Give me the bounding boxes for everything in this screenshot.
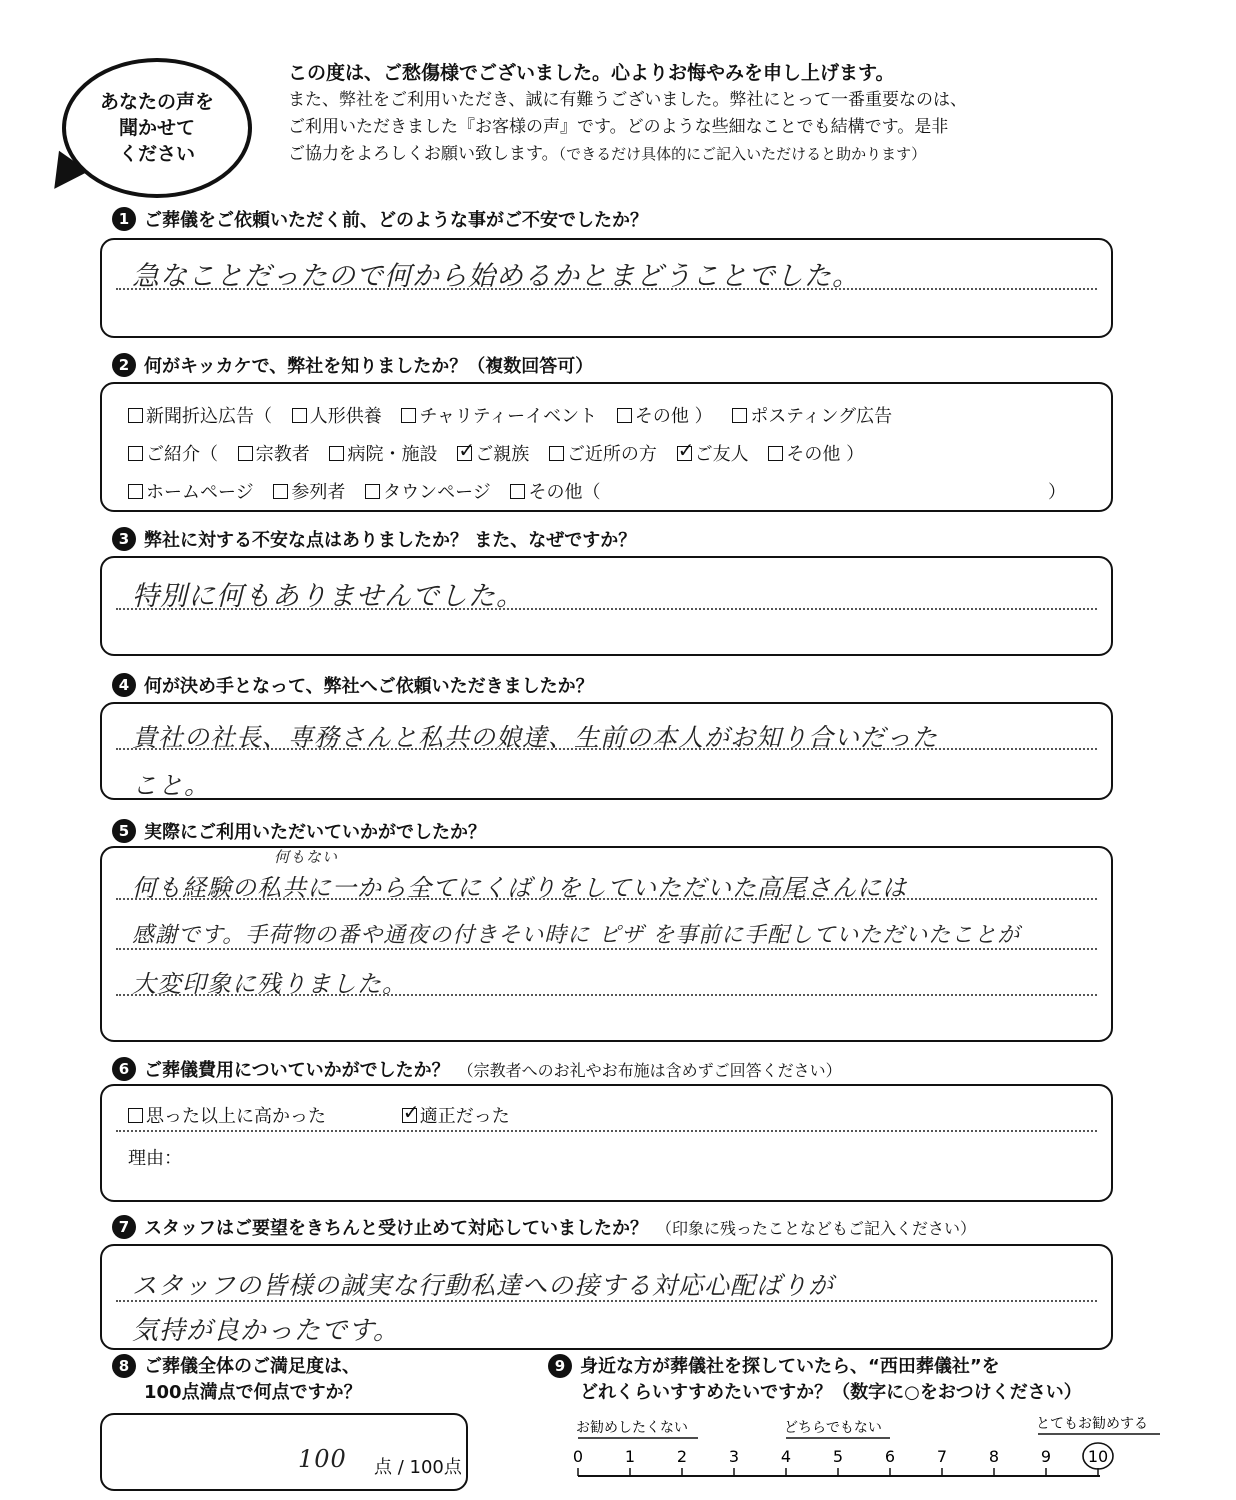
handwritten-answer: 何も経験の私共に一から全てにくばりをしていただいた高尾さんには [132,874,907,902]
scale-svg [560,1402,1148,1482]
scale-tick-label[interactable]: 9 [1040,1447,1052,1466]
question-text: 何がキッカケで、弊社を知りましたか？（複数回答可） [144,356,594,377]
handwritten-answer: 特別に何もありませんでした。 [132,581,524,612]
question-7 [112,1214,976,1240]
question-number: 1 [112,207,136,231]
handwritten-answer: スタッフの皆様の誠実な行動私達への接する対応心配ばりが [132,1271,835,1300]
scale-tick-label[interactable]: 7 [936,1447,948,1466]
intro-lead: この度は、ご愁傷様でございました。心よりお悔やみを申し上げます。 [288,62,895,84]
answer-box-6 [100,1084,1113,1202]
option-other[interactable]: その他（ [510,478,600,504]
option-doll-memorial[interactable]: 人形供養 [292,402,382,428]
speech-bubble [62,58,252,198]
score-box[interactable] [100,1413,468,1491]
question-text: ご葬儀全体のご満足度は、 [144,1356,360,1377]
question-8 [112,1354,362,1406]
scale-label-low: お勧めしたくない [576,1420,688,1436]
question-number: 4 [112,673,136,697]
option-row [128,478,1078,504]
option-row [128,440,878,466]
question-text: ご葬儀をご依頼いただく前、どのような事がご不安でしたか？ [144,210,648,231]
question-text: 100点満点で何点ですか？ [144,1382,362,1403]
checkbox[interactable] [128,484,143,499]
option-other[interactable]: その他 ） [617,402,713,428]
intro-text [288,60,1188,168]
question-number: 5 [112,819,136,843]
scale-tick-label[interactable]: 5 [832,1447,844,1466]
checkbox[interactable] [549,446,564,461]
bubble-line: あなたの声を [99,91,214,113]
question-2 [112,352,593,378]
option-newspaper[interactable]: 新聞折込広告（ [128,402,272,428]
answer-box-1[interactable] [100,238,1113,338]
question-9 [548,1354,1082,1406]
answer-box-2 [100,382,1113,512]
checkbox[interactable] [292,408,307,423]
option-townpage[interactable]: タウンページ [365,478,491,504]
bubble-line: 聞かせて [118,117,195,139]
option-hospital[interactable]: 病院・施設 [329,440,437,466]
answer-box-4[interactable] [100,702,1113,800]
question-text: ご葬儀費用についていかがでしたか？ [144,1060,450,1081]
option-neighbors[interactable]: ご近所の方 [549,440,657,466]
handwritten-answer: 気持が良かったです。 [132,1316,400,1346]
question-3 [112,526,636,552]
scale-tick-label[interactable]: 10 [1087,1447,1109,1466]
option-relatives[interactable]: ✓ ご親族 [457,440,529,466]
option-other[interactable]: その他 ） [768,440,864,466]
question-note: （印象に残ったことなどもご記入ください） [656,1218,977,1238]
question-text: 実際にご利用いただいていかがでしたか？ [144,822,486,843]
checkbox[interactable] [732,408,747,423]
intro-line: ご協力をよろしくお願い致します。（できるだけ具体的にご記入いただけると助かります） [288,144,927,164]
option-religious[interactable]: 宗教者 [238,440,310,466]
question-text: どれくらいすすめたいですか？（数字に○をおつけください） [580,1382,1082,1403]
question-text: 何が決め手となって、弊社へご依頼いただきましたか？ [144,676,594,697]
question-number: 3 [112,527,136,551]
handwritten-answer: 大変印象に残りました。 [132,970,407,998]
handwritten-answer: 急なことだったので何から始めるかとまどうことでした。 [132,261,860,292]
question-6 [112,1056,842,1082]
close-paren: ） [1048,482,1066,503]
checkbox[interactable] [617,408,632,423]
checkbox[interactable] [768,446,783,461]
scale-tick-label[interactable]: 8 [988,1447,1000,1466]
bubble-line: ください [118,143,195,165]
scale-tick-label[interactable]: 3 [728,1447,740,1466]
checkbox[interactable] [365,484,380,499]
question-1 [112,206,648,232]
checkbox[interactable] [401,408,416,423]
handwritten-answer: こと。 [132,771,211,800]
intro-line: ご利用いただきました『お客様の声』です。どのような些細なことでも結構です。是非 [288,117,949,137]
handwritten-answer: 貴社の社長、専務さんと私共の娘達、生前の本人がお知り合いだった [132,723,939,752]
option-row [128,402,906,428]
scale-label-high: とてもお勧めする [1036,1416,1148,1432]
scale-tick-label[interactable]: 6 [884,1447,896,1466]
handwritten-score: 100 [298,1445,347,1473]
scale-tick-label[interactable]: 4 [780,1447,792,1466]
question-number: 9 [548,1354,572,1378]
intro-note: （できるだけ具体的にご記入いただけると助かります） [558,145,927,163]
reason-label: 理由： [128,1148,182,1169]
scale-tick-label[interactable]: 1 [624,1447,636,1466]
answer-box-5[interactable] [100,846,1113,1042]
checkbox[interactable] [273,484,288,499]
checkbox[interactable] [128,1108,143,1123]
checkbox[interactable] [238,446,253,461]
checkbox-checked[interactable] [457,446,472,461]
question-4 [112,672,594,698]
question-number: 6 [112,1057,136,1081]
checkbox[interactable] [128,408,143,423]
answer-box-3[interactable] [100,556,1113,656]
option-friends[interactable]: ✓ ご友人 [677,440,749,466]
question-text: 弊社に対する不安な点はありましたか？ また、なぜですか？ [144,530,637,551]
option-appropriate[interactable]: ✓ 適正だった [402,1102,510,1128]
question-note: （宗教者へのお礼やお布施は含めずご回答ください） [457,1060,842,1080]
question-number: 7 [112,1215,136,1239]
answer-box-7[interactable] [100,1244,1113,1350]
handwritten-annotation: 何もない [274,848,339,866]
option-attendee[interactable]: 参列者 [273,478,345,504]
scale-tick-label[interactable]: 2 [676,1447,688,1466]
option-too-expensive[interactable]: 思った以上に高かった [128,1102,326,1128]
intro-line: また、弊社をご利用いただき、誠に有難うございました。弊社にとって一番重要なのは、 [288,90,967,110]
handwritten-answer: 感謝です。手荷物の番や通夜の付きそい時に ピザ を事前に手配していただいたことが [132,923,1021,948]
option-referral[interactable]: ご紹介（ [128,440,218,466]
recommendation-scale [560,1402,1148,1482]
score-unit: 点 / 100点 [374,1457,462,1478]
question-text: スタッフはご要望をきちんと受け止めて対応していましたか？ [144,1218,648,1239]
option-posting-ad[interactable]: ポスティング広告 [732,402,892,428]
option-row [128,1102,524,1128]
checkbox-checked[interactable] [402,1108,417,1123]
question-number: 2 [112,353,136,377]
option-homepage[interactable]: ホームページ [128,478,254,504]
scale-label-mid: どちらでもない [784,1420,882,1436]
question-number: 8 [112,1354,136,1378]
checkbox[interactable] [510,484,525,499]
scale-tick-label[interactable]: 0 [572,1447,584,1466]
question-5 [112,818,486,844]
checkbox-checked[interactable] [677,446,692,461]
dotted-line [116,1130,1097,1132]
checkbox[interactable] [329,446,344,461]
checkbox[interactable] [128,446,143,461]
option-charity-event[interactable]: チャリティーイベント [401,402,597,428]
question-text: 身近な方が葬儀社を探していたら、“西田葬儀社”を [580,1356,1000,1377]
